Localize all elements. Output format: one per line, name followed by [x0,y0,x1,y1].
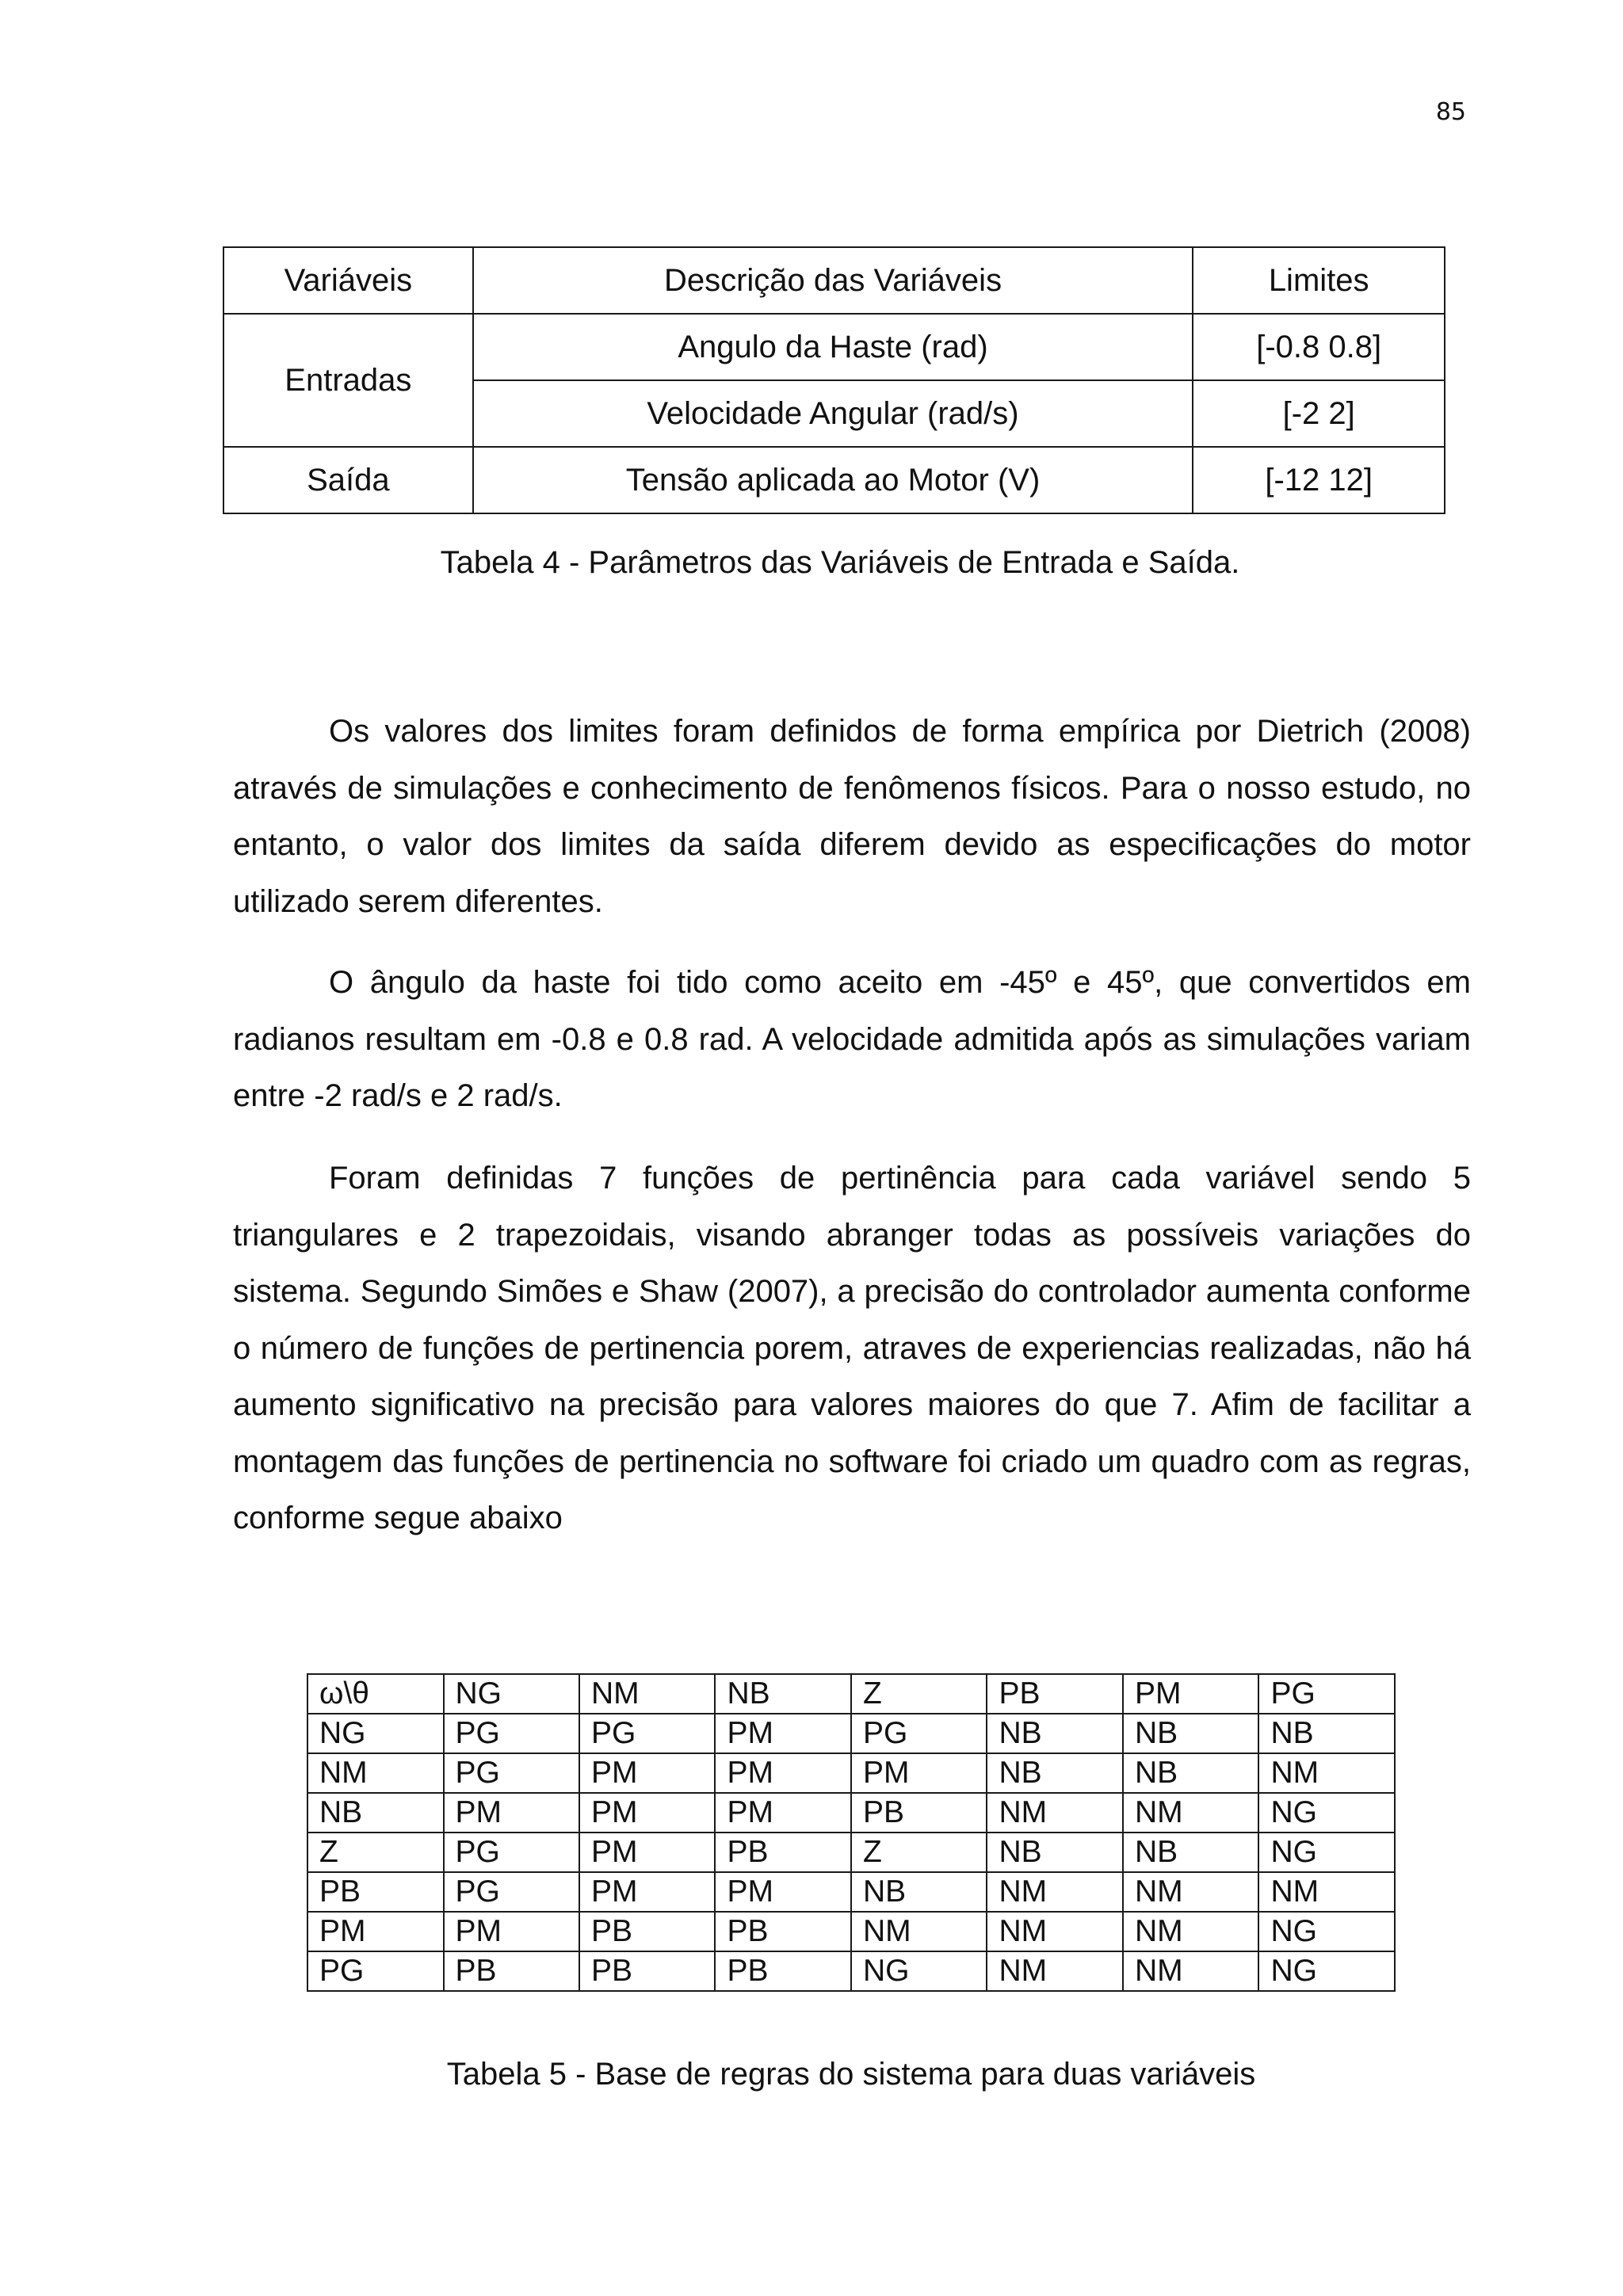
rule-cell: PB [987,1674,1123,1714]
rule-cell: PM [715,1793,850,1833]
rule-cell: NG [1258,1912,1395,1951]
rule-cell: PB [715,1833,850,1872]
rule-cell: PG [444,1753,579,1793]
rule-cell: PG [579,1714,716,1753]
rule-cell: NG [1258,1951,1395,1991]
rule-cell: NB [987,1714,1123,1753]
rule-cell: PM [579,1753,716,1793]
rule-cell: PB [579,1912,716,1951]
rule-cell: NG [444,1674,579,1714]
row-label-cell: PM [307,1912,444,1951]
table-row [307,1793,1395,1833]
rule-cell: PG [851,1714,987,1753]
rule-cell: NB [1123,1833,1259,1872]
rule-cell: NM [1258,1753,1395,1793]
table-row [307,1951,1395,1991]
rule-cell: PG [444,1872,579,1912]
rule-cell: NM [1123,1951,1259,1991]
rule-cell: NM [851,1912,987,1951]
rule-cell: PM [444,1912,579,1951]
rule-cell: PG [1258,1674,1395,1714]
table-row [307,1753,1395,1793]
rule-cell: NB [715,1674,850,1714]
row-description: Tensão aplicada ao Motor (V) [473,447,1193,513]
table-header-row [223,247,1445,314]
rule-cell: PM [579,1872,716,1912]
rule-cell: PM [851,1753,987,1793]
rule-cell: NG [1258,1793,1395,1833]
rule-cell: Z [851,1833,987,1872]
table-row [223,447,1445,513]
rule-cell: NB [1123,1714,1259,1753]
row-label-cell: Z [307,1833,444,1872]
group-inputs: Entradas [223,314,473,447]
header-description: Descrição das Variáveis [473,247,1193,314]
rule-cell: PG [444,1833,579,1872]
rule-cell: PM [715,1753,850,1793]
rule-cell: NB [1123,1753,1259,1793]
rule-cell: PB [715,1951,850,1991]
header-variables: Variáveis [223,247,473,314]
rule-cell: PB [715,1912,850,1951]
rule-cell: PB [851,1793,987,1833]
row-label-cell: NG [307,1714,444,1753]
rule-cell: NG [1258,1833,1395,1872]
rule-cell: PM [579,1833,716,1872]
rule-cell: NM [1258,1872,1395,1912]
rule-cell: NM [987,1793,1123,1833]
table-header-row [307,1674,1395,1714]
rule-cell: PM [444,1793,579,1833]
rule-cell: PM [715,1714,850,1753]
row-label-cell: ω\θ [307,1674,444,1714]
rule-cell: NM [579,1674,716,1714]
rule-cell: NG [851,1951,987,1991]
table-row [307,1912,1395,1951]
rule-cell: PG [444,1714,579,1753]
table-row [307,1872,1395,1912]
row-limits: [-12 12] [1193,447,1445,513]
row-limits: [-2 2] [1193,380,1445,447]
rule-cell: NB [1258,1714,1395,1753]
row-limits: [-0.8 0.8] [1193,314,1445,380]
rule-cell: PM [1123,1674,1259,1714]
rule-cell: NM [987,1951,1123,1991]
rule-cell: NM [1123,1912,1259,1951]
row-label-cell: PB [307,1872,444,1912]
rule-cell: Z [851,1674,987,1714]
row-label-cell: NM [307,1753,444,1793]
rule-cell: NM [1123,1793,1259,1833]
table4-caption: Tabela 4 - Parâmetros das Variáveis de Entrada e Saída. [440,545,1240,580]
table-row [307,1714,1395,1753]
rule-cell: NB [987,1753,1123,1793]
rule-cell: PM [579,1793,716,1833]
page-number: 85 [1435,98,1466,126]
rule-cell: NM [987,1872,1123,1912]
row-description: Velocidade Angular (rad/s) [473,380,1193,447]
rule-cell: PB [444,1951,579,1991]
rule-cell: PM [715,1872,850,1912]
table-row [307,1833,1395,1872]
table5-caption: Tabela 5 - Base de regras do sistema para duas variáveis [446,2057,1256,2092]
table-row [223,314,1445,380]
paragraph-limits: Os valores dos limites foram definidos de forma empírica por Dietrich (2008) através de simulações e conhecimento de fenômenos físicos. Para o nosso estudo, no entanto, o valor dos limites da saída diferem devido as especificações do motor utilizado serem diferentes. [233,714,1471,919]
rule-cell: NM [987,1912,1123,1951]
rule-cell: PB [579,1951,716,1991]
header-limits: Limites [1193,247,1445,314]
row-label-cell: NB [307,1793,444,1833]
variables-parameters-table [223,246,1445,514]
rule-cell: NB [851,1872,987,1912]
rule-cell: NM [1123,1872,1259,1912]
group-output: Saída [223,447,473,513]
paragraph-membership-functions: Foram definidas 7 funções de pertinência para cada variável sendo 5 triangulares e 2 trapezoidais, visando abranger todas as possíveis variações do sistema. Segundo Simões e Shaw (2007), a precisão do controlador aumenta conforme o número de funções de pertinencia porem, atraves de experiencias realizadas, não há aumento significativo na precisão para valores maiores do que 7. Afim de facilitar a montagem das funções de pertinencia no software foi criado um quadro com as regras, conforme segue abaixo [233,1161,1471,1535]
rule-cell: NB [987,1833,1123,1872]
row-description: Angulo da Haste (rad) [473,314,1193,380]
rule-base-table [307,1673,1396,1992]
row-label-cell: PG [307,1951,444,1991]
paragraph-angle: O ângulo da haste foi tido como aceito em -45º e 45º, que convertidos em radianos resultam em -0.8 e 0.8 rad. A velocidade admitida após as simulações variam entre -2 rad/s e 2 rad/s. [233,965,1471,1113]
